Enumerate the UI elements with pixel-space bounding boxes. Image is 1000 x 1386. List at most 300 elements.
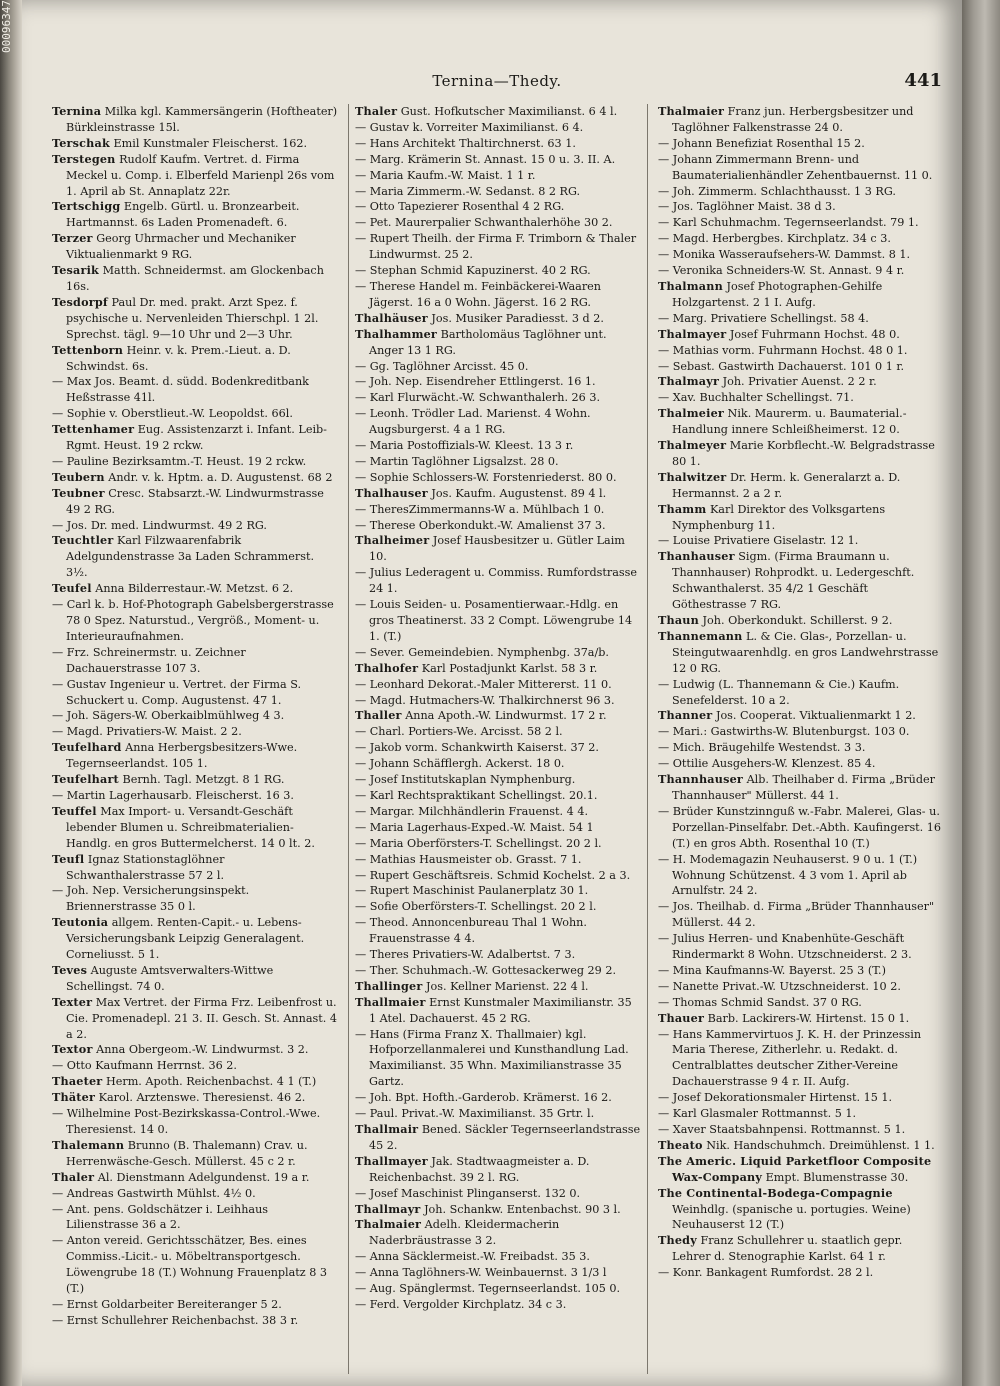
entry-text: — Frz. Schreinermstr. u. Zeichner Dachauerstrasse 107 3.: [52, 645, 246, 675]
directory-entry: [355, 693, 641, 709]
entry-surname: Teufelhart: [52, 772, 119, 787]
directory-entry: [355, 804, 641, 820]
entry-text: — Magd. Herbergbes. Kirchplatz. 34 c 3.: [658, 232, 891, 246]
entry-text: — Karl Rechtspraktikant Schellingst. 20.1.: [355, 788, 598, 802]
entry-text: — Josef Maschinist Plinganserst. 132 0.: [355, 1186, 581, 1200]
directory-entry: [658, 502, 944, 534]
directory-entry: [355, 1249, 641, 1265]
entry-text: — Rupert Theilh. der Firma F. Trimborn & Thaler Lindwurmst. 25 2.: [355, 232, 637, 262]
entry-surname: Tertschigg: [52, 199, 121, 214]
entry-surname: Thalemann: [52, 1137, 125, 1152]
entry-surname: The Americ. Liquid Parketfloor Composite Wax-Company: [658, 1153, 932, 1184]
directory-entry: [52, 1186, 338, 1202]
entry-text: — Mina Kaufmanns-W. Bayerst. 25 3 (T.): [658, 963, 886, 977]
entry-surname: Teufel: [52, 581, 92, 596]
directory-entry: [658, 1027, 944, 1091]
entry-text: Anna Herbergsbesitzers-Wwe. Tegernseerlandst. 105 1.: [66, 741, 298, 771]
directory-entry: [355, 470, 641, 486]
directory-entry: [355, 120, 641, 136]
directory-entry: [52, 454, 338, 470]
entry-text: — TheresZimmermanns-W a. Mühlbach 1 0.: [355, 502, 605, 516]
entry-text: allgem. Renten-Capit.- u. Lebens-Versicherungsbank Leipzig Generalagent. Corneliusst. 5 1.: [66, 916, 305, 962]
margin-serial: 00096347: [0, 0, 13, 53]
directory-entry: [355, 152, 641, 168]
entry-text: Bartholomäus Taglöhner unt. Anger 13 1 RG.: [369, 327, 607, 357]
entry-surname: Thalmeyer: [658, 438, 727, 453]
entry-text: Andr. v. k. Hptm. a. D. Augustenst. 68 2: [108, 470, 333, 484]
entry-surname: Thalmaier: [355, 1217, 422, 1232]
directory-entry: [658, 152, 944, 184]
entry-surname: Tettenhamer: [52, 422, 135, 437]
entry-surname: Thamm: [658, 501, 707, 516]
entry-text: — Pauline Bezirksamtm.-T. Heust. 19 2 rckw.: [52, 454, 307, 468]
entry-text: — Hans (Firma Franz X. Thallmaier) kgl. Hofporzellanmalerei und Kunsthandlung Lad. Maximilianst. 35 Whn. Maximilianstrasse 35 Gartz.: [355, 1027, 629, 1089]
entry-text: — Paul. Privat.-W. Maximilianst. 35 Grtr. l.: [355, 1107, 595, 1121]
entry-text: — Magd. Privatiers-W. Maist. 2 2.: [52, 725, 242, 739]
directory-entry: [52, 740, 338, 772]
directory-entry: [355, 1281, 641, 1297]
entry-surname: Texter: [52, 994, 93, 1009]
directory-entry: [658, 1090, 944, 1106]
entry-text: — Maria Oberförsters-T. Schellingst. 20 2 l.: [355, 836, 602, 850]
entry-text: Franz Schullehrer u. staatlich gepr. Lehrer d. Stenographie Karlst. 64 1 r.: [672, 1234, 903, 1264]
entry-text: Josef Hausbesitzer u. Gütler Laim 10.: [369, 534, 625, 564]
entry-surname: Thalmeier: [658, 406, 724, 421]
directory-page: [22, 0, 962, 1386]
directory-entry: [355, 1217, 641, 1249]
entry-surname: Thallmayer: [355, 1153, 428, 1168]
entry-text: — Jos. Theilhab. d. Firma „Brüder Thannhauser" Müllerst. 44 2.: [658, 900, 935, 930]
entry-text: — Sophie v. Oberstlieut.-W. Leopoldst. 66l.: [52, 407, 293, 421]
entry-text: — Andreas Gastwirth Mühlst. 4½ 0.: [52, 1186, 256, 1200]
entry-text: Matth. Schneidermst. am Glockenbach 16s.: [66, 264, 324, 293]
entry-text: Jos. Musiker Paradiesst. 3 d 2.: [431, 311, 604, 325]
directory-entry: [355, 756, 641, 772]
entry-text: — Otto Kaufmann Herrnst. 36 2.: [52, 1059, 237, 1073]
directory-entry: [658, 374, 944, 390]
directory-entry: [52, 581, 338, 597]
entry-surname: Thallmaier: [355, 994, 426, 1009]
directory-entry: [355, 1027, 641, 1091]
directory-entry: [658, 279, 944, 311]
entry-text: Ignaz Stationstaglöhner Schwanthalerstrasse 57 2 l.: [66, 852, 225, 882]
entry-surname: Thaun: [658, 613, 699, 627]
entry-text: — Gustav Ingenieur u. Vertret. der Firma S. Schuckert u. Comp. Augustenst. 47 1.: [52, 677, 302, 707]
entry-text: — Anton vereid. Gerichtsschätzer, Bes. eines Commiss.-Licit.- u. Möbeltransportgesch. Löwengrube 18 (T.) Wohnung Frauenplatz 8 3 (T.): [52, 1234, 328, 1296]
entry-text: — Martin Lagerhausarb. Fleischerst. 16 3.: [52, 788, 294, 802]
entry-text: — Ludwig (L. Thannemann & Cie.) Kaufm. Senefelderst. 10 a 2.: [658, 677, 900, 707]
entry-surname: Thanner: [658, 708, 713, 723]
directory-entry: [355, 104, 641, 120]
entry-surname: Terstegen: [52, 151, 116, 166]
entry-surname: Teubner: [52, 485, 105, 500]
entry-text: — Hans Kammervirtuos J. K. H. der Prinzessin Maria Therese, Zitherlehr. u. Redakt. d. Centralblattes deutscher Zither-Vereine Dachauerstrasse 9 4 r. II. Aufg.: [658, 1027, 922, 1089]
entry-text: Emil Kunstmaler Fleischerst. 162.: [113, 136, 308, 150]
directory-entry: [355, 1090, 641, 1106]
entry-text: Bernh. Tagl. Metzgt. 8 1 RG.: [122, 773, 285, 787]
entry-text: Eug. Assistenzarzt i. Infant. Leib-Rgmt. Heust. 19 2 rckw.: [66, 423, 327, 453]
directory-entry: [355, 1186, 641, 1202]
entry-text: — Karl Glasmaler Rottmannst. 5 1.: [658, 1107, 857, 1121]
entry-text: — Maria Kaufm.-W. Maist. 1 1 r.: [355, 168, 536, 182]
directory-entry: [52, 343, 338, 375]
directory-entry: [52, 1233, 338, 1297]
directory-entry: [658, 852, 944, 900]
directory-entry: [52, 1090, 338, 1106]
entry-surname: Thalhäuser: [355, 310, 428, 325]
entry-text: Rudolf Kaufm. Vertret. d. Firma Meckel u. Comp. i. Elberfeld Marienpl 26s vom 1. April ab St. Annaplatz 22r.: [66, 152, 335, 198]
directory-entry: [658, 804, 944, 852]
directory-entry: [658, 772, 944, 804]
entry-text: — Karl Flurwächt.-W. Schwanthalerh. 26 3.: [355, 391, 601, 405]
directory-entry: [355, 231, 641, 263]
entry-text: — Ant. pens. Goldschätzer i. Leihhaus Lilienstrasse 36 a 2.: [52, 1202, 269, 1232]
entry-surname: Thaeter: [52, 1074, 103, 1089]
entry-text: — Sophie Schlossers-W. Forstenriederst. 80 0.: [355, 470, 617, 484]
directory-entry: [658, 963, 944, 979]
directory-entry: [52, 724, 338, 740]
directory-entry: [658, 756, 944, 772]
entry-text: — Sever. Gemeindebien. Nymphenbg. 37a/b.: [355, 645, 609, 659]
entry-text: — Leonh. Trödler Lad. Marienst. 4 Wohn. Augsburgerst. 4 a 1 RG.: [355, 407, 591, 437]
directory-entry: [658, 1138, 944, 1154]
entry-text: Jak. Stadtwaagmeister a. D. Reichenbachst. 39 2 l. RG.: [369, 1154, 590, 1184]
entry-text: — Thomas Schmid Sandst. 37 0 RG.: [658, 995, 862, 1009]
entry-surname: Thalhammer: [355, 326, 438, 341]
entry-text: Heinr. v. k. Prem.-Lieut. a. D. Schwindst. 6s.: [66, 343, 291, 373]
entry-surname: Teutonia: [52, 915, 109, 930]
directory-entry: [52, 995, 338, 1043]
entry-text: Auguste Amtsverwalters-Wittwe Schellingst. 74 0.: [66, 963, 274, 993]
directory-entry: [658, 263, 944, 279]
directory-entry: [355, 708, 641, 724]
directory-entry: [658, 438, 944, 470]
directory-entry: [52, 263, 338, 295]
page-number: 441: [904, 70, 942, 91]
entry-text: — Wilhelmine Post-Bezirkskassa-Control.-Wwe. Theresienst. 14 0.: [52, 1107, 321, 1136]
directory-entry: [52, 295, 338, 343]
entry-text: Karol. Arztenswe. Theresienst. 46 2.: [98, 1091, 306, 1105]
entry-text: — Magd. Hutmachers-W. Thalkirchnerst 96 3.: [355, 693, 615, 707]
directory-entry: [355, 263, 641, 279]
entry-text: — Jakob vorm. Schankwirth Kaiserst. 37 2.: [355, 741, 599, 755]
entry-text: Max Import- u. Versandt-Geschäft lebender Blumen u. Schreibmaterialien-Handlg. en gros Buttermelcherst. 14 0 lt. 2.: [66, 804, 315, 850]
directory-entry: [52, 470, 338, 486]
directory-entry: [52, 1313, 338, 1329]
entry-text: — Max Jos. Beamt. d. südd. Bodenkreditbank Heßstrasse 41l.: [52, 375, 309, 405]
entry-text: — Theres Privatiers-W. Adalbertst. 7 3.: [355, 948, 576, 962]
directory-entry: [52, 1106, 338, 1138]
directory-entry: [355, 406, 641, 438]
directory-entry: [355, 199, 641, 215]
directory-entry: [355, 995, 641, 1027]
entry-text: Ernst Kunstmaler Maximilianstr. 35 1 Atel. Dachauerst. 45 2 RG.: [369, 995, 632, 1025]
directory-entry: [355, 1202, 641, 1218]
directory-entry: [355, 1265, 641, 1281]
entry-text: Josef Photographen-Gehilfe Holzgartenst. 2 1 I. Aufg.: [672, 279, 883, 309]
entry-text: — Maria Zimmerm.-W. Sedanst. 8 2 RG.: [355, 184, 581, 198]
directory-entry: [52, 677, 338, 709]
directory-entry: [355, 502, 641, 518]
entry-surname: Thallinger: [355, 978, 423, 993]
entry-text: — Maria Postoffizials-W. Kleest. 13 3 r.: [355, 439, 574, 453]
entry-text: — Johann Schäfflergh. Ackerst. 18 0.: [355, 757, 565, 771]
entry-surname: Thalhauser: [355, 485, 428, 500]
entry-surname: Thallmair: [355, 1122, 419, 1136]
entry-text: Anna Apoth.-W. Lindwurmst. 17 2 r.: [405, 709, 607, 723]
entry-surname: Thalmaier: [658, 104, 725, 118]
directory-entry: [658, 979, 944, 995]
directory-entry: [355, 883, 641, 899]
directory-entry: [355, 661, 641, 677]
entry-text: — Ernst Goldarbeiter Bereiteranger 5 2.: [52, 1297, 282, 1311]
directory-entry: [658, 247, 944, 263]
entry-surname: Thedy: [658, 1233, 697, 1248]
entry-text: — Xaver Staatsbahnpensi. Rottmannst. 5 1.: [658, 1123, 906, 1136]
entry-text: — Maria Lagerhaus-Exped.-W. Maist. 54 1: [355, 820, 594, 834]
directory-entry: [355, 184, 641, 200]
entry-surname: Thäter: [52, 1090, 96, 1105]
entry-surname: Teuchtler: [52, 533, 114, 548]
entry-surname: Thalmayr: [658, 374, 720, 389]
entry-text: Karl Postadjunkt Karlst. 58 3 r.: [421, 661, 598, 675]
directory-entry: [355, 915, 641, 947]
directory-entry: [658, 311, 944, 327]
entry-text: — Carl k. b. Hof-Photograph Gabelsbergerstrasse 78 0 Spez. Naturstud., Vergröß., Moment- u. Interieuraufnahmen.: [52, 598, 334, 643]
directory-entry: [355, 868, 641, 884]
entry-text: — Sebast. Gastwirth Dachauerst. 101 0 1 r.: [658, 359, 905, 373]
directory-entry: [52, 231, 338, 263]
entry-text: — Therese Handel m. Feinbäckerei-Waaren Jägerst. 16 a 0 Wohn. Jägerst. 16 2 RG.: [355, 279, 601, 309]
directory-entry: [658, 533, 944, 549]
entry-text: — Ottilie Ausgehers-W. Klenzest. 85 4.: [658, 757, 876, 771]
directory-entry: [658, 549, 944, 613]
entry-text: — Sofie Oberförsters-T. Schellingst. 20 2 l.: [355, 900, 597, 914]
entry-text: — Johann Benefiziat Rosenthal 15 2.: [658, 136, 865, 150]
entry-text: — H. Modemagazin Neuhauserst. 9 0 u. 1 (T.) Wohnung Schützenst. 4 3 vom 1. April ab Arnulfstr. 24 2.: [658, 852, 918, 898]
entry-surname: Thaler: [355, 104, 398, 118]
entry-text: Joh. Oberkondukt. Schillerst. 9 2.: [702, 614, 893, 627]
entry-text: Nik. Handschuhmch. Dreimühlenst. 1 1.: [706, 1138, 935, 1152]
entry-text: — Pet. Maurerpalier Schwanthalerhöhe 30 2.: [355, 216, 613, 230]
column-right: [658, 104, 944, 1374]
entry-surname: Ternina: [52, 104, 102, 118]
directory-entry: [658, 470, 944, 502]
directory-entry: [658, 931, 944, 963]
entry-text: Anna Bilderrestaur.-W. Metzst. 6 2.: [95, 582, 294, 596]
directory-entry: [658, 136, 944, 152]
entry-text: L. & Cie. Glas-, Porzellan- u. Steingutwaarenhdlg. en gros Landwehrstrasse 12 0 RG.: [672, 629, 939, 675]
entry-text: — Nanette Privat.-W. Utzschneiderst. 10 2.: [658, 979, 901, 993]
directory-entry: [355, 438, 641, 454]
scan-right-edge: [962, 0, 1000, 1386]
entry-text: — Anna Säcklermeist.-W. Freibadst. 35 3.: [355, 1250, 590, 1264]
directory-entry: [355, 820, 641, 836]
directory-entry: [355, 279, 641, 311]
directory-entry: [355, 899, 641, 915]
directory-entry: [52, 486, 338, 518]
entry-text: — Mathias Hausmeister ob. Grasst. 7 1.: [355, 852, 582, 866]
directory-entry: [52, 772, 338, 788]
entry-text: Franz jun. Herbergsbesitzer und Taglöhner Falkenstrasse 24 0.: [672, 105, 914, 134]
entry-text: Adelh. Kleidermacherin Naderbräustrasse 3 2.: [369, 1218, 560, 1248]
entry-text: Gust. Hofkutscher Maximilianst. 6 4 l.: [400, 105, 618, 118]
entry-text: — Joh. Bpt. Hofth.-Garderob. Krämerst. 16 2.: [355, 1091, 612, 1105]
directory-entry: [52, 374, 338, 406]
entry-text: Alb. Theilhaber d. Firma „Brüder Thannhauser" Müllerst. 44 1.: [672, 773, 936, 802]
entry-surname: Thanhauser: [658, 549, 735, 564]
directory-entry: [355, 740, 641, 756]
entry-surname: Tesarik: [52, 263, 100, 278]
directory-entry: [52, 104, 338, 136]
entry-text: — Julius Lederagent u. Commiss. Rumfordstrasse 24 1.: [355, 566, 637, 596]
entry-surname: Thannemann: [658, 628, 743, 643]
entry-text: Bened. Säckler Tegernseerlandstrasse 45 2.: [369, 1123, 641, 1152]
directory-entry: [355, 724, 641, 740]
entry-text: — Gg. Taglöhner Arcisst. 45 0.: [355, 359, 529, 373]
directory-entry: [355, 518, 641, 534]
entry-surname: Teufl: [52, 851, 85, 866]
entry-text: — Martin Taglöhner Ligsalzst. 28 0.: [355, 454, 559, 468]
directory-entry: [658, 215, 944, 231]
entry-text: Sigm. (Firma Braumann u. Thannhauser) Rohprodkt. u. Ledergeschft. Schwanthalerst. 35 4/2 1 Geschäft Göthestrasse 7 RG.: [672, 550, 915, 612]
entry-surname: Terschak: [52, 135, 110, 150]
directory-entry: [52, 518, 338, 534]
directory-entry: [52, 152, 338, 200]
entry-text: — Ernst Schullehrer Reichenbachst. 38 3 r.: [52, 1313, 299, 1327]
entry-text: — Stephan Schmid Kapuzinerst. 40 2 RG.: [355, 264, 591, 278]
directory-entry: [52, 533, 338, 581]
directory-entry: [658, 740, 944, 756]
entry-text: Marie Korbflecht.-W. Belgradstrasse 80 1.: [672, 439, 935, 468]
entry-surname: Thalhofer: [355, 660, 419, 675]
entry-text: — Veronika Schneiders-W. St. Annast. 9 4 r.: [658, 264, 905, 278]
entry-surname: Thannhauser: [658, 772, 744, 787]
entry-text: Herm. Apoth. Reichenbachst. 4 1 (T.): [105, 1075, 317, 1089]
entry-text: — Joh. Nep. Versicherungsinspekt. Briennerstrasse 35 0 l.: [52, 884, 250, 914]
entry-text: — Mathias vorm. Fuhrmann Hochst. 48 0 1.: [658, 343, 908, 357]
directory-entry: [658, 327, 944, 343]
entry-text: Josef Fuhrmann Hochst. 48 0.: [729, 327, 900, 341]
directory-entry: [658, 899, 944, 931]
entry-text: — Joh. Zimmerm. Schlachthausst. 1 3 RG.: [658, 184, 896, 198]
entry-surname: Thalwitzer: [658, 469, 727, 484]
entry-surname: Thalmann: [658, 278, 723, 293]
directory-entry: [355, 168, 641, 184]
page-header: [52, 72, 942, 98]
directory-entry: [355, 1154, 641, 1186]
directory-entry: [355, 486, 641, 502]
directory-entry: [52, 406, 338, 422]
entry-text: — Louise Privatiere Giselastr. 12 1.: [658, 534, 859, 548]
entry-text: Empt. Blumenstrasse 30.: [765, 1170, 909, 1184]
directory-entry: [52, 1297, 338, 1313]
entry-text: — Monika Wasseraufsehers-W. Dammst. 8 1.: [658, 248, 911, 262]
entry-text: — Joh. Nep. Eisendreher Ettlingerst. 16 1.: [355, 375, 596, 389]
entry-surname: Textor: [52, 1042, 93, 1057]
directory-entry: [52, 597, 338, 645]
entry-surname: Tettenborn: [52, 342, 124, 357]
directory-entry: [658, 1106, 944, 1122]
directory-entry: [658, 1122, 944, 1138]
directory-entry: [355, 1122, 641, 1154]
entry-text: — Konr. Bankagent Rumfordst. 28 2 l.: [658, 1266, 874, 1280]
directory-entry: [52, 136, 338, 152]
directory-entry: [355, 852, 641, 868]
entry-surname: Thaler: [52, 1169, 95, 1184]
directory-entry: [658, 1233, 944, 1265]
directory-entry: [658, 613, 944, 629]
directory-entry: [52, 963, 338, 995]
entry-surname: Thalheimer: [355, 533, 430, 548]
directory-entry: [355, 390, 641, 406]
entry-surname: Teves: [52, 962, 88, 977]
directory-entry: [52, 645, 338, 677]
directory-entry: [52, 788, 338, 804]
directory-entry: [355, 1106, 641, 1122]
directory-entry: [355, 327, 641, 359]
entry-text: — Aug. Spänglermst. Tegernseerlandst. 105 0.: [355, 1282, 621, 1296]
directory-entry: [52, 1042, 338, 1058]
entry-text: — Jos. Taglöhner Maist. 38 d 3.: [658, 200, 836, 214]
directory-entry: [658, 677, 944, 709]
column-left: [52, 104, 338, 1374]
directory-entry: [355, 772, 641, 788]
directory-entry: [658, 343, 944, 359]
directory-entry: [658, 199, 944, 215]
entry-text: — Anna Taglöhners-W. Weinbauernst. 3 1/3 l: [355, 1266, 607, 1280]
directory-entry: [658, 184, 944, 200]
entry-text: — Margar. Milchhändlerin Frauenst. 4 4.: [355, 804, 588, 818]
directory-entry: [52, 915, 338, 963]
directory-entry: [52, 883, 338, 915]
running-title: Ternina—Thedy.: [432, 72, 562, 90]
directory-entry: [52, 422, 338, 454]
entry-text: Georg Uhrmacher und Mechaniker Viktualienmarkt 9 RG.: [66, 232, 296, 262]
entry-text: Jos. Cooperat. Viktualienmarkt 1 2.: [715, 709, 916, 723]
entry-text: Anna Obergeom.-W. Lindwurmst. 3 2.: [96, 1043, 309, 1057]
directory-entry: [52, 852, 338, 884]
entry-text: — Mari.: Gastwirths-W. Blutenburgst. 103 0.: [658, 725, 910, 739]
entry-text: — Josef Dekorationsmaler Hirtenst. 15 1.: [658, 1091, 893, 1105]
entry-text: — Rupert Geschäftsreis. Schmid Kochelst. 2 a 3.: [355, 868, 631, 882]
entry-text: Milka kgl. Kammersängerin (Hoftheater) Bürkleinstrasse 15l.: [66, 105, 338, 134]
entry-text: Joh. Privatier Auenst. 2 2 r.: [722, 375, 877, 389]
entry-text: Nik. Maurerm. u. Baumaterial.-Handlung innere Schleißheimerst. 12 0.: [672, 407, 907, 437]
entry-surname: Thallmayr: [355, 1201, 421, 1216]
entry-text: — Brüder Kunstzinnguß w.-Fabr. Malerei, Glas- u. Porzellan-Pinselfabr. Det.-Abth. Kaufingerst. 16 (T.) en gros Abth. Rosenthal 10 (T.): [658, 804, 942, 850]
entry-text: Brunno (B. Thalemann) Crav. u. Herrenwäsche-Gesch. Müllerst. 45 c 2 r.: [66, 1138, 308, 1168]
entry-surname: Teubern: [52, 469, 105, 484]
directory-entry: [52, 1074, 338, 1090]
entry-text: — Gustav k. Vorreiter Maximilianst. 6 4.: [355, 120, 584, 134]
directory-entry: [658, 231, 944, 247]
entry-text: — Theod. Annoncenbureau Thal 1 Wohn. Frauenstrasse 4 4.: [355, 916, 587, 946]
directory-entry: [658, 406, 944, 438]
directory-entry: [355, 533, 641, 565]
directory-entry: [355, 359, 641, 375]
entry-text: Al. Dienstmann Adelgundenst. 19 a r.: [97, 1170, 310, 1184]
directory-entry: [355, 645, 641, 661]
entry-surname: Thauer: [658, 1010, 705, 1025]
entry-text: — Karl Schuhmachm. Tegernseerlandst. 79 1.: [658, 216, 919, 230]
directory-entry: [355, 311, 641, 327]
directory-entry: [52, 1058, 338, 1074]
entry-text: — Otto Tapezierer Rosenthal 4 2 RG.: [355, 200, 565, 214]
entry-surname: Thalmayer: [658, 326, 727, 341]
entry-surname: Thaller: [355, 708, 402, 723]
entry-text: — Mich. Bräugehilfe Westendst. 3 3.: [658, 741, 866, 755]
